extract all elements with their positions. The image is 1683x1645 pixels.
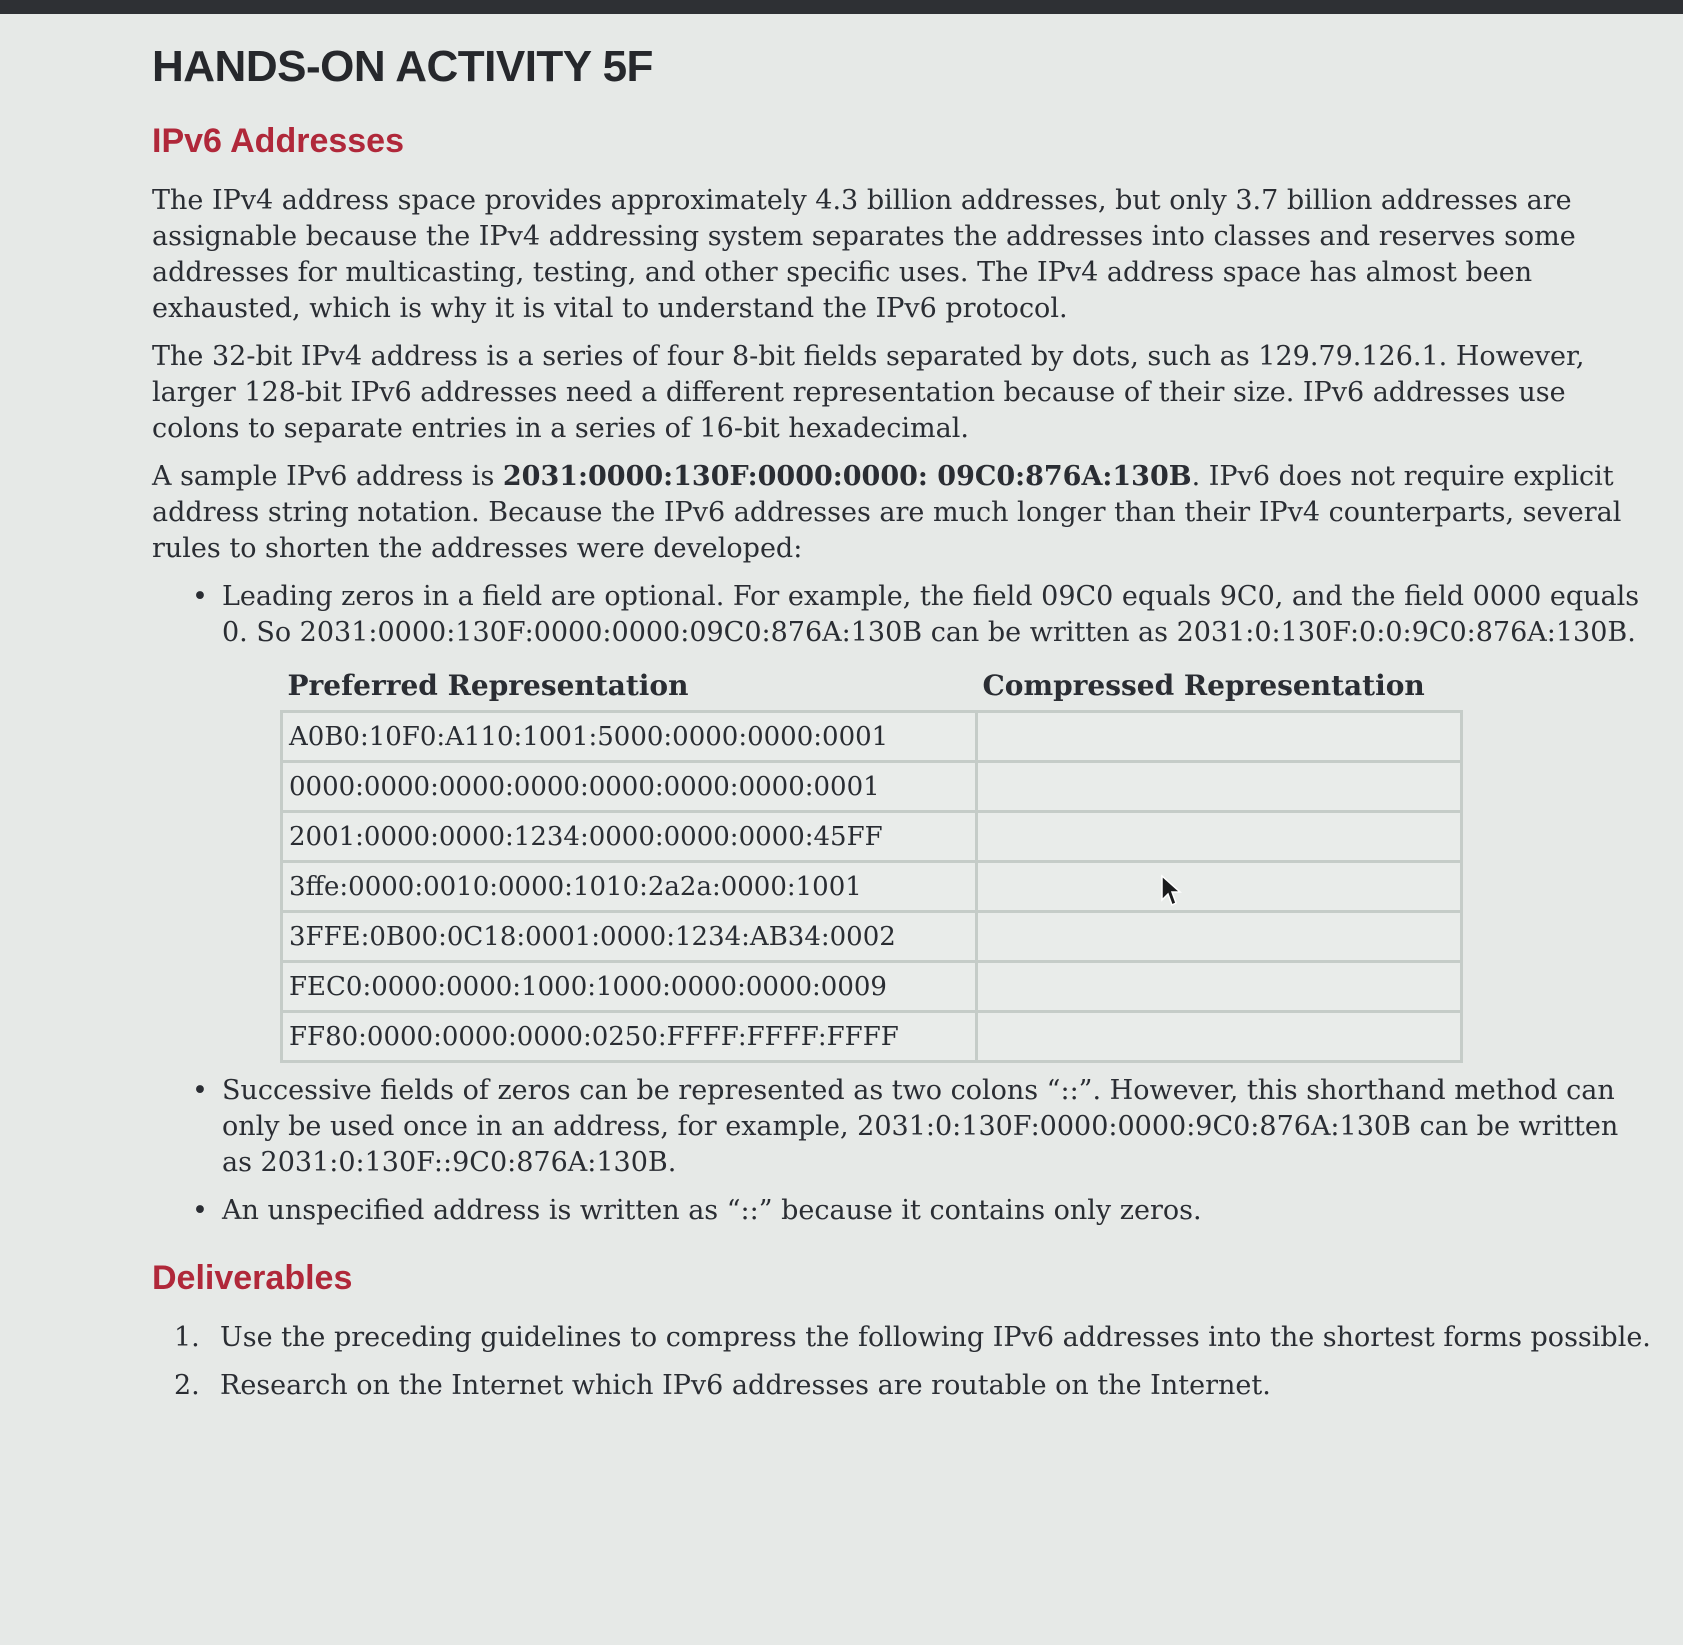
rule-item — [192, 579, 1652, 651]
section-heading-deliverables: Deliverables — [152, 1259, 353, 1297]
table-row — [282, 812, 1462, 862]
preferred-cell: 2001:0000:0000:1234:0000:0000:0000:45FF — [282, 812, 977, 862]
document-page — [0, 14, 1683, 1645]
header-preferred: Preferred Representation — [282, 663, 977, 712]
preferred-cell: A0B0:10F0:A110:1001:5000:0000:0000:0001 — [282, 712, 977, 762]
sample-rest: . IPv6 does not require explicit address string notation. Because the IPv6 addresses are much longer than their IPv4 counterparts, several rules to shorten the addresses were developed: — [152, 461, 1622, 564]
deliverable-text: Use the preceding guidelines to compress the following IPv6 addresses into the shortest forms possible. — [220, 1322, 1651, 1353]
mouse-pointer-icon — [1160, 874, 1182, 908]
sample-intro: A sample IPv6 address is — [152, 461, 503, 492]
table-row — [282, 1012, 1462, 1062]
rule-text: An unspecified address is written as “::” because it contains only zeros. — [222, 1195, 1202, 1226]
table-row — [282, 762, 1462, 812]
table-header-row — [282, 663, 1462, 712]
preferred-cell: 3ffe:0000:0010:0000:1010:2a2a:0000:1001 — [282, 862, 977, 912]
table-row — [282, 712, 1462, 762]
paragraph-ipv4-format: The 32-bit IPv4 address is a series of four 8-bit fields separated by dots, such as 129.79.126.1. However, larger 128-bit IPv6 addresses need a different representation because of their size. IPv6 addresses use colons to separate entries in a series of 16-bit hexadecimal. — [152, 341, 1585, 444]
rule-item — [192, 1073, 1652, 1181]
preferred-cell: FF80:0000:0000:0000:0250:FFFF:FFFF:FFFF — [282, 1012, 977, 1062]
compressed-cell[interactable] — [977, 762, 1462, 812]
rule-text: Successive fields of zeros can be represented as two colons “::”. However, this shorthand method can only be used once in an address, for example, 2031:0:130F:0000:0000:9C0:876A:130B can be written as 2031:0:130F::9C0:876A:130B. — [222, 1075, 1619, 1178]
deliverables-list — [152, 1320, 1652, 1404]
compressed-cell[interactable] — [977, 712, 1462, 762]
compressed-cell[interactable] — [977, 862, 1462, 912]
deliverable-number: 1. — [174, 1322, 200, 1353]
bullet-icon: • — [192, 1075, 208, 1106]
paragraph-sample-address — [152, 459, 1652, 567]
sample-address: 2031:0000:130F:0000:0000: 09C0:876A:130B — [502, 461, 1192, 492]
header-compressed: Compressed Representation — [977, 663, 1462, 712]
rule-item — [192, 1193, 1652, 1229]
table-row — [282, 962, 1462, 1012]
preferred-cell: FEC0:0000:0000:1000:1000:0000:0000:0009 — [282, 962, 977, 1012]
rules-list-continued — [152, 1073, 1652, 1229]
table-row — [282, 862, 1462, 912]
deliverable-item — [174, 1368, 1652, 1404]
deliverable-text: Research on the Internet which IPv6 addresses are routable on the Internet. — [220, 1370, 1271, 1401]
deliverable-number: 2. — [174, 1370, 200, 1401]
preferred-cell: 3FFE:0B00:0C18:0001:0000:1234:AB34:0002 — [282, 912, 977, 962]
compressed-cell[interactable] — [977, 812, 1462, 862]
compressed-cell[interactable] — [977, 912, 1462, 962]
ipv6-table — [280, 663, 1463, 1063]
bullet-icon: • — [192, 1195, 208, 1226]
window-top-bar — [0, 0, 1683, 14]
paragraph-ipv4-space: The IPv4 address space provides approximately 4.3 billion addresses, but only 3.7 billion addresses are assignable because the IPv4 addressing system separates the addresses into classes and reserves some addresses for multicasting, testing, and other specific uses. The IPv4 address space has almost been exhausted, which is why it is vital to understand the IPv6 protocol. — [152, 185, 1576, 324]
rule-text: Leading zeros in a field are optional. For example, the field 09C0 equals 9C0, and the field 0000 equals 0. So 2031:0000:130F:0000:0000:09C0:876A:130B can be written as 2031:0:130F:0:0:9C0:876A:130B. — [222, 581, 1640, 648]
table-row — [282, 912, 1462, 962]
bullet-icon: • — [192, 581, 208, 612]
deliverable-item — [174, 1320, 1652, 1356]
document-content — [152, 30, 1652, 1416]
compressed-cell[interactable] — [977, 1012, 1462, 1062]
page-title: HANDS-ON ACTIVITY 5F — [152, 42, 653, 91]
preferred-cell: 0000:0000:0000:0000:0000:0000:0000:0001 — [282, 762, 977, 812]
compressed-cell[interactable] — [977, 962, 1462, 1012]
rules-list — [152, 579, 1652, 651]
section-heading-ipv6: IPv6 Addresses — [152, 122, 404, 160]
